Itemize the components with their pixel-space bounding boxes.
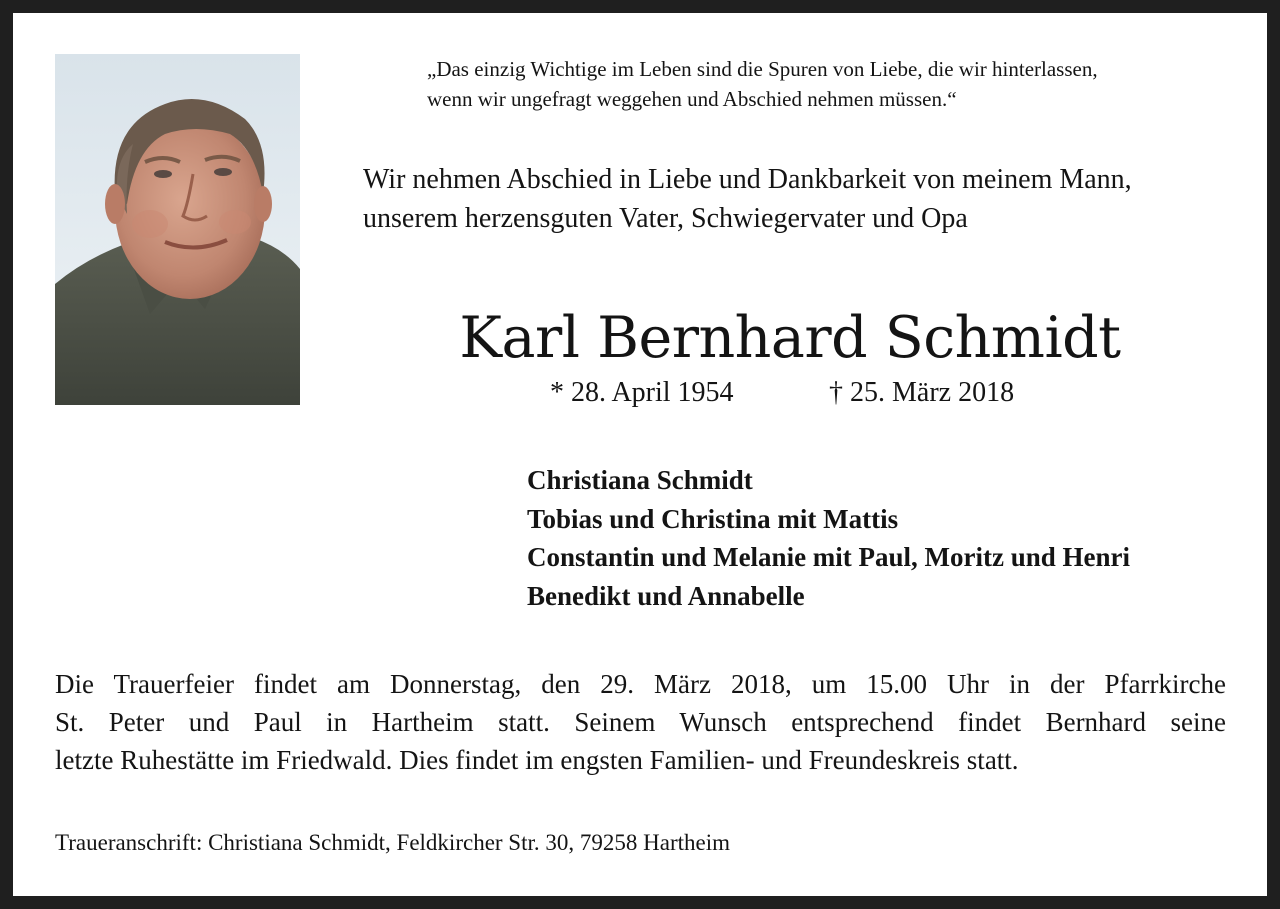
farewell-intro	[363, 160, 1243, 238]
quote-line-1: „Das einzig Wichtige im Leben sind die Spuren von Liebe, die wir hinterlassen,	[427, 57, 1098, 81]
death-date: † 25. März 2018	[829, 377, 1015, 408]
birth-date: * 28. April 1954	[550, 377, 734, 408]
memorial-quote	[427, 54, 1237, 114]
mourner-item: Benedikt und Annabelle	[527, 580, 805, 611]
mourner-item: Tobias und Christina mit Mattis	[527, 503, 899, 534]
mourner-item: Constantin und Melanie mit Paul, Moritz und Henri	[527, 542, 1131, 572]
ceremony-line-3: letzte Ruhestätte im Friedwald. Dies findet im engsten Familien- und Freundeskreis statt.	[55, 745, 1019, 775]
portrait-photo	[55, 54, 300, 405]
intro-line-2: unserem herzensguten Vater, Schwiegervater und Opa	[363, 203, 968, 234]
ceremony-line-2: St. Peter und Paul in Hartheim statt. Seinem Wunsch entsprechend findet Bernhard seine	[55, 707, 1226, 737]
mourners-list	[527, 461, 1247, 615]
intro-line-1: Wir nehmen Abschied in Liebe und Dankbarkeit von meinem Mann,	[363, 164, 1132, 195]
mourner-item: Christiana Schmidt	[527, 465, 753, 495]
ceremony-line-1: Die Trauerfeier findet am Donnerstag, den 29. März 2018, um 15.00 Uhr in der Pfarrkirche	[55, 669, 1226, 699]
funeral-ceremony-text	[55, 665, 1226, 779]
quote-line-2: wenn wir ungefragt weggehen und Abschied nehmen müssen.“	[427, 87, 957, 111]
mourning-address: Traueranschrift: Christiana Schmidt, Feldkircher Str. 30, 79258 Hartheim	[55, 830, 730, 855]
deceased-name: Karl Bernhard Schmidt	[459, 305, 1121, 371]
